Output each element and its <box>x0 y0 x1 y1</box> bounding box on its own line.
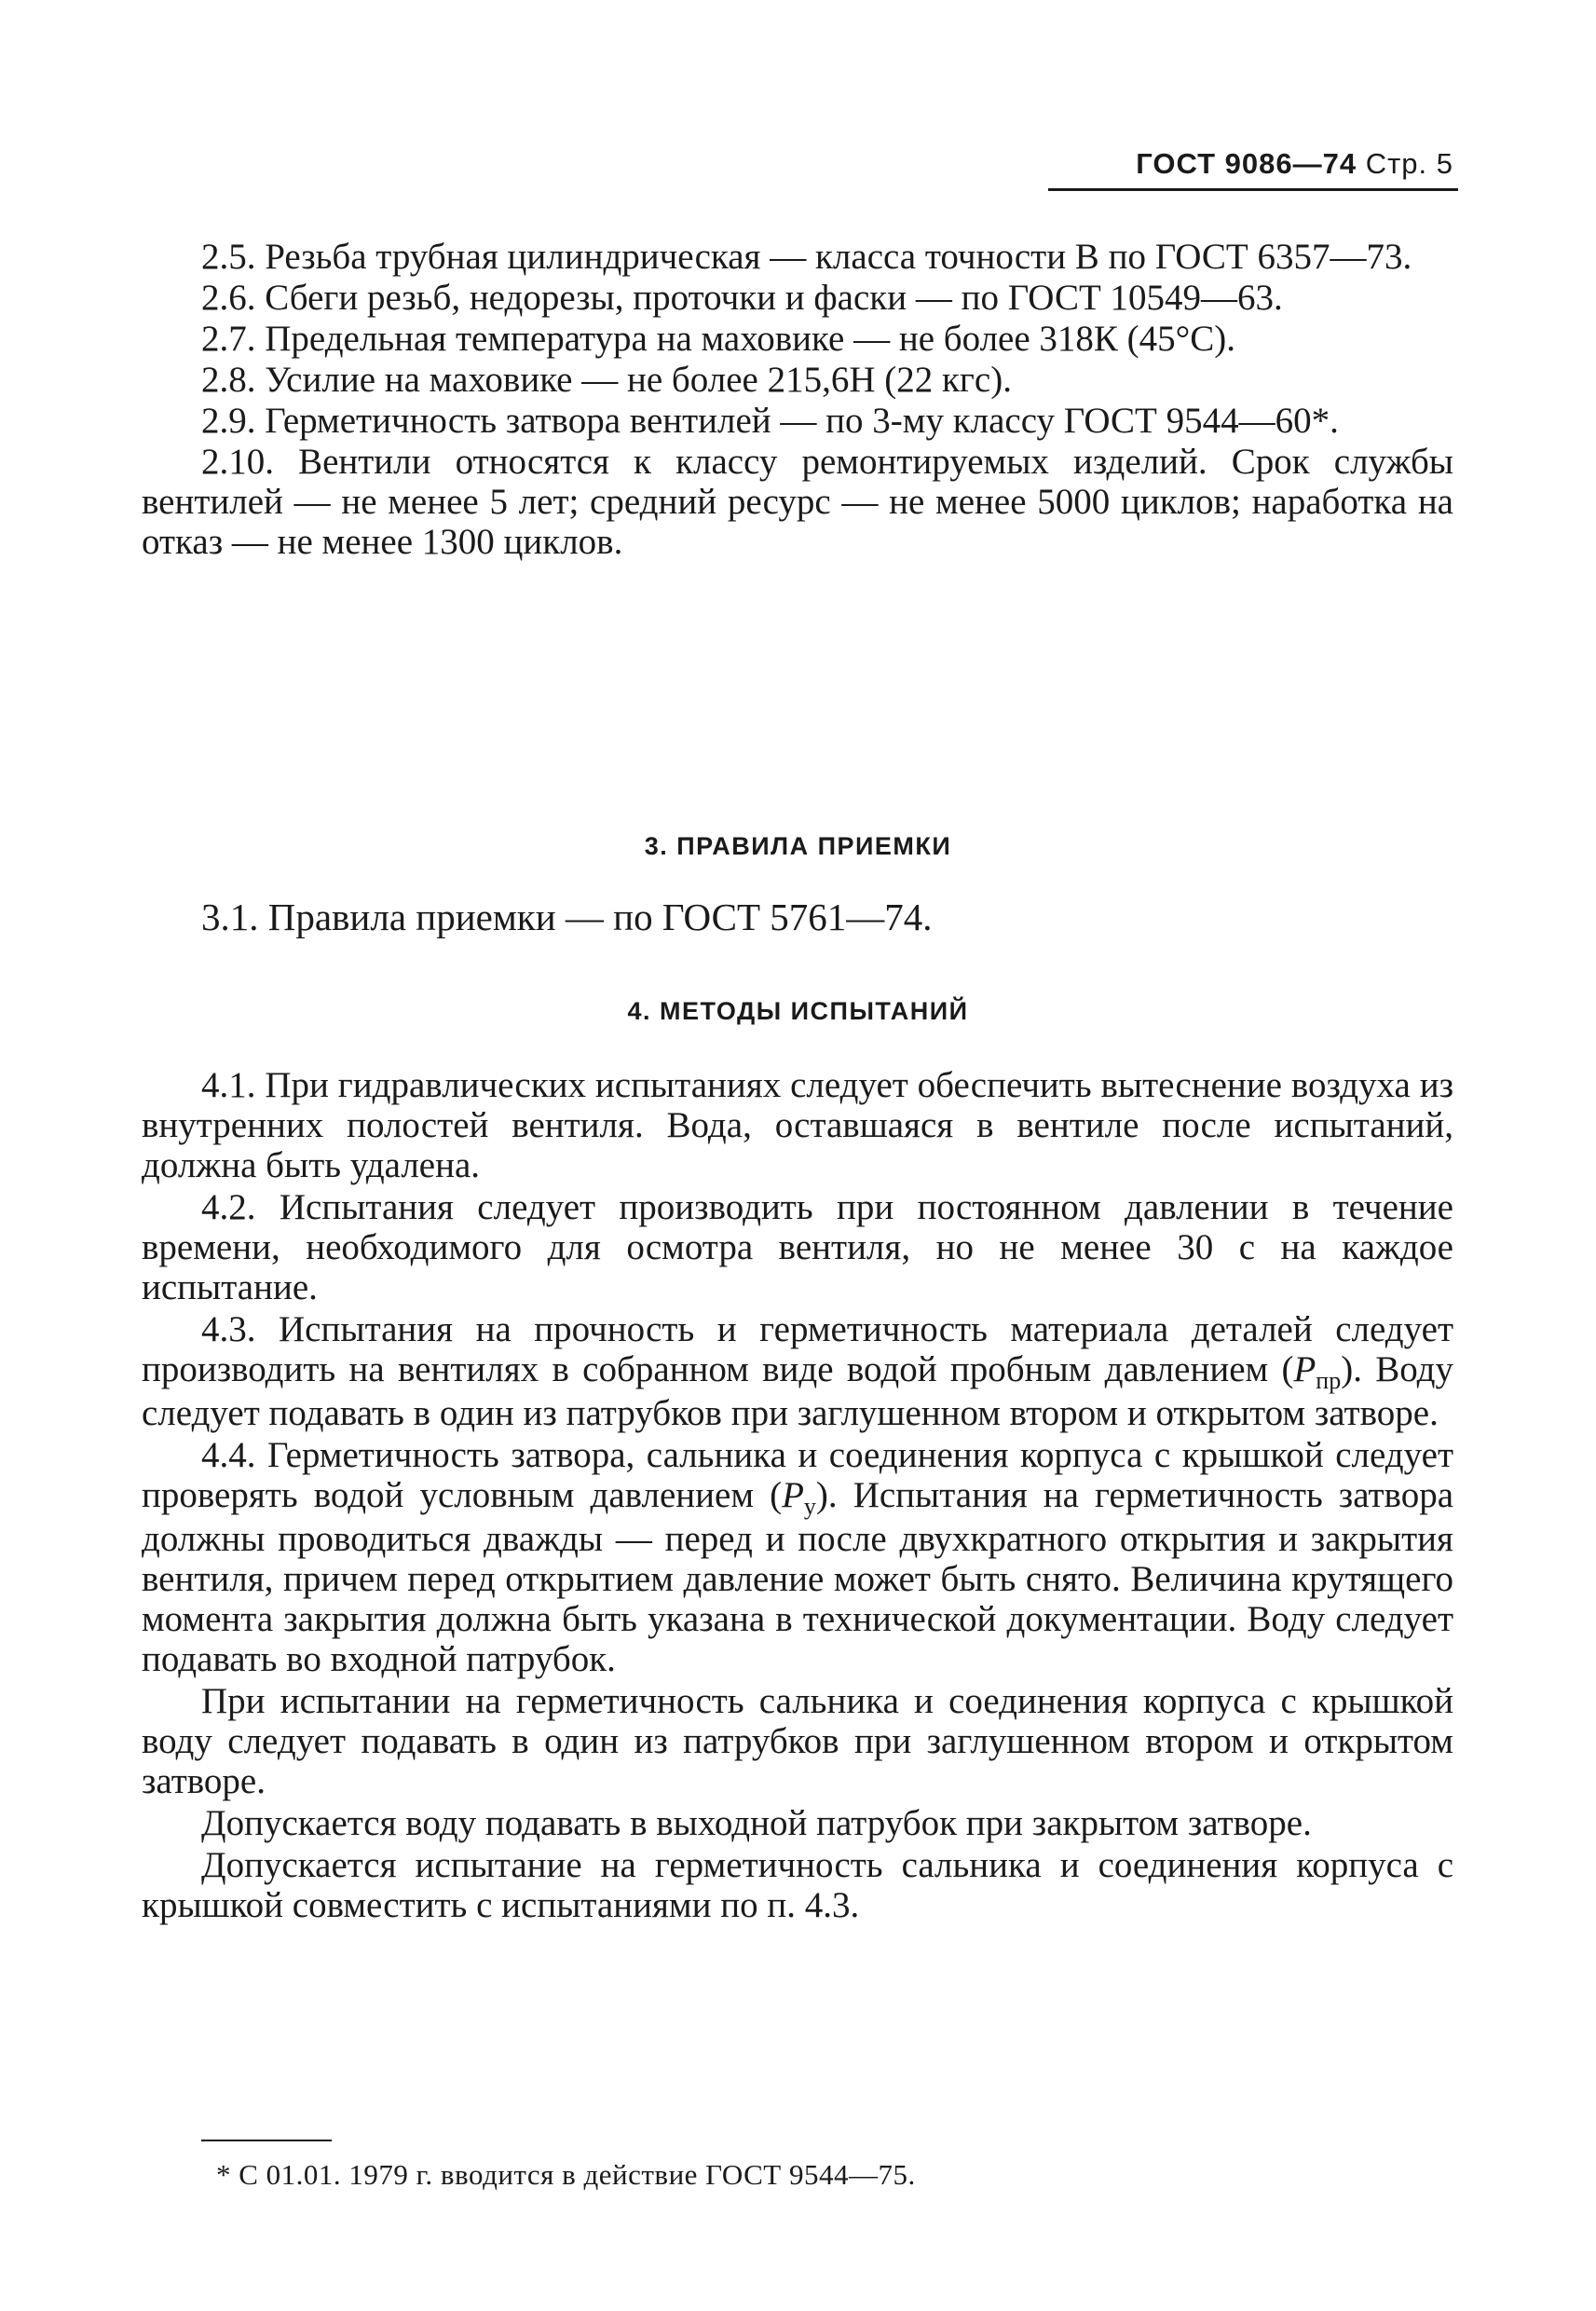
section-3-title: 3. ПРАВИЛА ПРИЕМКИ <box>644 832 952 860</box>
item-2-7: 2.7. Предельная температура на маховике — не более 318К (45°С). <box>201 319 1236 359</box>
section-2-items <box>142 237 1453 563</box>
item-4-4-text-a: 4.4. Герметичность затвора, сальника и соединения корпуса с крышкой следует проверять водой условным давлением ( <box>142 1435 1453 1515</box>
pressure-subscript: у <box>803 1493 816 1520</box>
section-4-title: 4. МЕТОДЫ ИСПЫТАНИЙ <box>627 997 969 1025</box>
item-3-1: 3.1. Правила приемки — по ГОСТ 5761—74. <box>201 896 933 938</box>
pressure-symbol: P <box>782 1475 804 1515</box>
section-3-body <box>142 897 1453 937</box>
paragraph-outlet-supply: Допускается воду подавать в выходной патрубок при закрытом затворе. <box>201 1803 1312 1843</box>
item-2-10: 2.10. Вентили относятся к классу ремонтируемых изделий. Срок службы вентилей — не менее 5 лет; средний ресурс — не менее 5000 циклов; наработка на отказ — не менее 1300 циклов. <box>142 442 1453 562</box>
page-header <box>1044 147 1453 181</box>
item-4-3-text-b: ). Воду следует подавать в один из патрубков при заглушенном втором и открытом затворе. <box>142 1349 1453 1433</box>
footnote: * С 01.01. 1979 г. вводится в действие ГОСТ 9544—75. <box>216 2158 916 2191</box>
paragraph-combined-test: Допускается испытание на герметичность сальника и соединения корпуса с крышкой совместить с испытаниями по п. 4.3. <box>142 1845 1453 1925</box>
item-2-5: 2.5. Резьба трубная цилиндрическая — класса точности В по ГОСТ 6357—73. <box>201 237 1412 277</box>
item-4-3-text-a: 4.3. Испытания на прочность и герметичность материала деталей следует производить на вентилях в собранном виде водой пробным давлением ( <box>142 1309 1453 1389</box>
pressure-symbol: P <box>1293 1349 1316 1389</box>
item-4-2: 4.2. Испытания следует производить при постоянном давлении в течение времени, необходимого для осмотра вентиля, но не менее 30 с на каждое испытание. <box>142 1187 1453 1307</box>
item-4-4-text-b: ). Испытания на герметичность затвора должны проводиться дважды — перед и после двухкратного открытия и закрытия вентиля, причем перед открытием давление может быть снято. Величина крутящего момента закрытия должна быть указана в технической документации. Воду следует подавать во входной патрубок. <box>142 1475 1454 1679</box>
section-4-body <box>142 1065 1453 1927</box>
item-4-1: 4.1. При гидравлических испытаниях следует обеспечить вытеснение воздуха из внутренних полостей вентиля. Вода, оставшаяся в вентиле после испытаний, должна быть удалена. <box>142 1065 1453 1185</box>
paragraph-gland-test: При испытании на герметичность сальника и соединения корпуса с крышкой воду следует подавать в один из патрубков при заглушенном втором и открытом затворе. <box>142 1681 1453 1801</box>
item-2-6: 2.6. Сбеги резьб, недорезы, проточки и фаски — по ГОСТ 10549—63. <box>201 278 1283 318</box>
header-rule <box>1048 188 1458 191</box>
item-4-3 <box>142 1309 1453 1433</box>
item-4-4 <box>142 1435 1453 1679</box>
pressure-subscript: пр <box>1316 1367 1342 1394</box>
item-2-8: 2.8. Усилие на маховике — не более 215,6Н (22 кгс). <box>201 360 1012 400</box>
item-2-9: 2.9. Герметичность затвора вентилей — по 3-му классу ГОСТ 9544—60*. <box>201 401 1339 441</box>
page-number: Стр. 5 <box>1365 147 1453 180</box>
footnote-rule <box>201 2140 332 2141</box>
standard-code: ГОСТ 9086—74 <box>1136 147 1357 180</box>
